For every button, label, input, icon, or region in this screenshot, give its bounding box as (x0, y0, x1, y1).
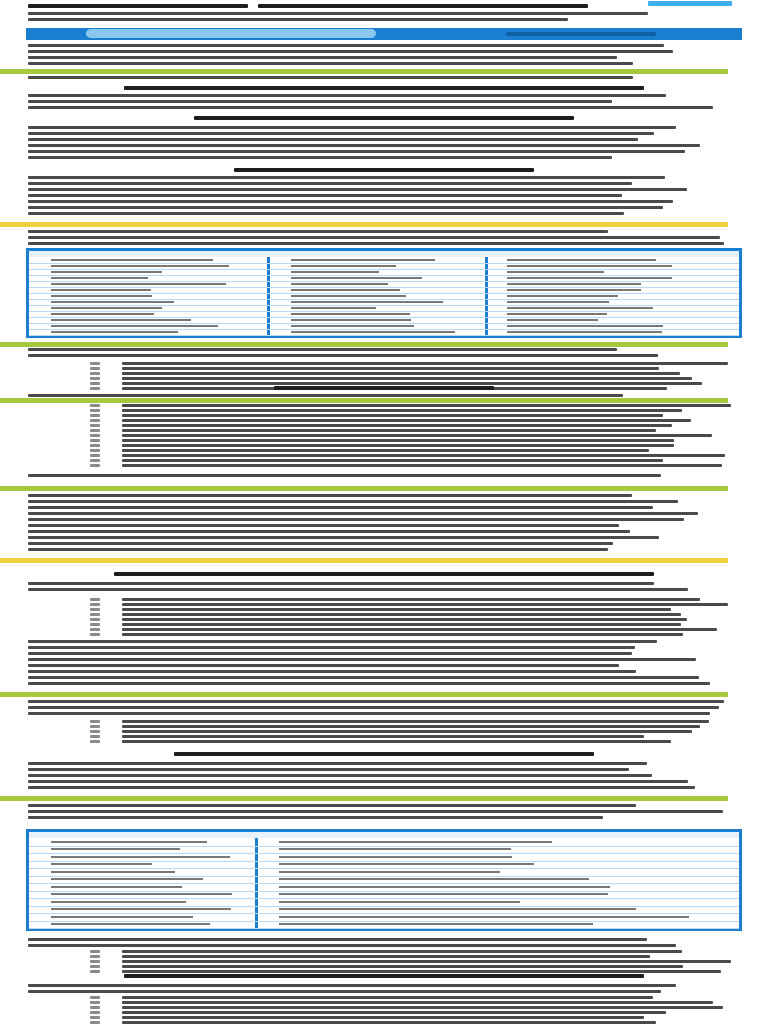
list-bullet (90, 1006, 100, 1009)
table-row (29, 913, 739, 914)
text-line (28, 518, 684, 521)
list-bullet (90, 996, 100, 999)
list-item-line (122, 434, 712, 437)
text-line (28, 652, 632, 655)
table-cell (51, 259, 213, 261)
list-item-line (122, 613, 681, 616)
list-bullet (90, 725, 100, 728)
table-cell (291, 277, 422, 279)
list-item-line (122, 725, 700, 728)
text-line (28, 762, 647, 765)
table-cell (279, 923, 593, 925)
text-line (28, 494, 632, 497)
list-bullet (90, 449, 100, 452)
table-cell (51, 271, 162, 273)
text-line (28, 138, 638, 141)
highlight-green (0, 398, 728, 403)
table-cell (51, 295, 152, 297)
list-item-line (122, 950, 682, 953)
table-cell (51, 277, 148, 279)
list-item-line (122, 419, 691, 422)
table-cell (507, 265, 672, 267)
text-line (28, 640, 657, 643)
text-line (28, 536, 659, 539)
list-bullet (90, 970, 100, 973)
list-item-line (122, 1011, 666, 1014)
list-bullet (90, 955, 100, 958)
list-bullet (90, 950, 100, 953)
table-cell (279, 878, 589, 880)
list-bullet (90, 454, 100, 457)
text-line (28, 512, 698, 515)
list-item-line (122, 409, 682, 412)
table-cell (507, 271, 604, 273)
table-row (29, 317, 739, 318)
text-line (28, 100, 612, 103)
text-line (28, 206, 663, 209)
text-line (28, 176, 665, 179)
section-1 (28, 88, 718, 94)
list-item-line (122, 618, 687, 621)
list-bullet (90, 414, 100, 417)
table-row (29, 275, 739, 276)
text-line (28, 230, 608, 233)
text-line (28, 816, 603, 819)
table-cell (291, 259, 435, 261)
table-row (29, 311, 739, 312)
text-line (28, 50, 673, 53)
list-item-line (122, 623, 681, 626)
section-6 (28, 940, 718, 946)
list-bullet (90, 603, 100, 606)
table-cell (291, 319, 411, 321)
table-cell (507, 283, 641, 285)
list-item-line (122, 740, 671, 743)
table-cell (291, 307, 376, 309)
text-line (28, 670, 636, 673)
table-row (29, 335, 739, 336)
text-line (28, 132, 654, 135)
section-2 (28, 168, 718, 174)
list-bullet (90, 730, 100, 733)
highlight-yellow (0, 558, 728, 563)
table-body (29, 257, 739, 335)
table-row (29, 846, 739, 847)
list-item-line (122, 1006, 723, 1009)
table-body (29, 838, 739, 928)
table-cell (507, 301, 609, 303)
table-cell (279, 856, 512, 858)
list-item-line (122, 603, 728, 606)
list-bullet (90, 429, 100, 432)
text-line (28, 500, 678, 503)
text-line (28, 804, 636, 807)
text-line (28, 780, 688, 783)
table-row (29, 263, 739, 264)
table-row (29, 876, 739, 877)
text-line (28, 126, 676, 129)
list-bullet (90, 444, 100, 447)
table-cell (51, 916, 193, 918)
table-cell (291, 331, 455, 333)
table-cell (51, 893, 232, 895)
table-row (29, 281, 739, 282)
list-bullet (90, 618, 100, 621)
table-cell (51, 289, 151, 291)
table-cell (507, 289, 641, 291)
list-bullet (90, 613, 100, 616)
text-line (28, 348, 617, 351)
table-cell (51, 313, 154, 315)
table-row (29, 305, 739, 306)
highlight-green (0, 486, 728, 491)
table-cell (51, 901, 186, 903)
section-3 (28, 388, 718, 394)
text-line (28, 712, 710, 715)
text-line (28, 676, 699, 679)
list-bullet (90, 960, 100, 963)
table-cell (279, 916, 689, 918)
table-cell (51, 331, 178, 333)
section-4 (28, 572, 718, 578)
text-line (28, 236, 720, 239)
table-row (29, 293, 739, 294)
text-line (28, 530, 630, 533)
list-bullet (90, 434, 100, 437)
table-row (29, 299, 739, 300)
text-line (28, 810, 723, 813)
list-item-line (122, 377, 692, 380)
list-bullet (90, 740, 100, 743)
list-bullet (90, 1011, 100, 1014)
table-cell (51, 307, 162, 309)
table-cell (51, 886, 182, 888)
text-line (28, 990, 661, 993)
text-line (28, 700, 724, 703)
list-bullet (90, 1016, 100, 1019)
list-bullet (90, 367, 100, 370)
text-line (28, 524, 619, 527)
list-item-line (122, 735, 644, 738)
text-line (28, 542, 613, 545)
table-cell (291, 301, 443, 303)
text-line (28, 548, 608, 551)
text-line (28, 658, 696, 661)
list-item-line (122, 404, 731, 407)
highlight-green (0, 342, 728, 347)
text-line (28, 44, 664, 47)
text-line (28, 56, 617, 59)
text-line (28, 768, 629, 771)
table-row (29, 891, 739, 892)
table-cell (51, 848, 180, 850)
table-cell (51, 878, 203, 880)
highlight-green (0, 796, 728, 801)
text-line (28, 106, 713, 109)
table-cell (291, 325, 414, 327)
list-item-line (122, 720, 709, 723)
list-bullet (90, 633, 100, 636)
list-item-line (122, 730, 692, 733)
table-cell (279, 841, 552, 843)
list-item-line (122, 439, 674, 442)
heading-line (194, 116, 574, 120)
list-item-line (122, 955, 650, 958)
text-line (28, 646, 635, 649)
table-cell (51, 856, 230, 858)
text-line (28, 150, 685, 153)
list-bullet (90, 424, 100, 427)
text-line (28, 76, 633, 79)
text-line (28, 506, 653, 509)
text-line (28, 474, 661, 477)
text-line (28, 188, 687, 191)
table-cell (279, 893, 608, 895)
table-row (29, 287, 739, 288)
table-cell (279, 908, 636, 910)
table-cell (507, 313, 607, 315)
table-row (29, 898, 739, 899)
table-cell (51, 923, 210, 925)
text-line (28, 200, 673, 203)
table-row (29, 323, 739, 324)
table-cell (279, 871, 500, 873)
list-bullet (90, 628, 100, 631)
list-bullet (90, 409, 100, 412)
text-line (28, 682, 710, 685)
text-line (28, 62, 633, 65)
table-cell (507, 319, 598, 321)
text-line (28, 706, 719, 709)
list-bullet (90, 419, 100, 422)
list-item-line (122, 372, 680, 375)
list-item-line (122, 608, 671, 611)
list-item-line (122, 382, 702, 385)
table-cell (507, 325, 663, 327)
text-line (28, 194, 622, 197)
table-row (29, 868, 739, 869)
text-line (28, 182, 632, 185)
list-bullet (90, 623, 100, 626)
table-row (29, 906, 739, 907)
list-item-line (122, 449, 649, 452)
list-item-line (122, 633, 683, 636)
text-line (28, 582, 654, 585)
table-row (29, 883, 739, 884)
list-bullet (90, 1001, 100, 1004)
list-bullet (90, 404, 100, 407)
table-cell (279, 901, 520, 903)
table-cell (291, 271, 379, 273)
highlight-yellow (0, 222, 728, 227)
list-item-line (122, 429, 656, 432)
table-cell (507, 307, 653, 309)
table-row (29, 861, 739, 862)
text-line (28, 984, 676, 987)
list-item-line (122, 1001, 713, 1004)
text-line (28, 786, 695, 789)
data-table-two (26, 829, 742, 931)
list-bullet (90, 965, 100, 968)
table-row (29, 928, 739, 929)
list-item-line (122, 1016, 644, 1019)
text-line (28, 394, 623, 397)
text-line (28, 94, 666, 97)
table-cell (279, 848, 511, 850)
table-cell (507, 277, 672, 279)
list-bullet (90, 464, 100, 467)
list-item-line (122, 459, 663, 462)
table-cell (51, 283, 226, 285)
list-item-line (122, 464, 722, 467)
list-bullet (90, 382, 100, 385)
list-bullet (90, 459, 100, 462)
text-line (28, 664, 619, 667)
text-line (28, 588, 688, 591)
list-item-line (122, 454, 725, 457)
table-cell (51, 841, 207, 843)
table-cell (291, 265, 396, 267)
text-line (28, 354, 658, 357)
table-cell (51, 265, 229, 267)
list-bullet (90, 362, 100, 365)
table-cell (51, 908, 231, 910)
heading-line (124, 974, 644, 978)
table-cell (279, 886, 610, 888)
list-item-line (122, 424, 672, 427)
text-line (28, 156, 612, 159)
table-cell (507, 331, 662, 333)
table-cell (507, 259, 656, 261)
list-bullet (90, 735, 100, 738)
list-bullet (90, 439, 100, 442)
list-item-line (122, 414, 663, 417)
table-cell (279, 863, 534, 865)
table-cell (51, 325, 218, 327)
table-row (29, 269, 739, 270)
table-cell (291, 313, 410, 315)
table-cell (291, 289, 400, 291)
highlight-green (0, 692, 728, 697)
list-item-line (122, 444, 674, 447)
list-item-line (122, 960, 731, 963)
list-item-line (122, 362, 728, 365)
data-table-one (26, 248, 742, 338)
table-cell (51, 863, 152, 865)
list-bullet (90, 598, 100, 601)
text-line (28, 774, 652, 777)
text-line (28, 212, 624, 215)
list-item-line (122, 628, 717, 631)
table-cell (291, 283, 388, 285)
list-bullet (90, 720, 100, 723)
list-bullet (90, 608, 100, 611)
list-bullet (90, 377, 100, 380)
highlight-green (0, 69, 728, 74)
section-5 (28, 752, 718, 758)
list-bullet (90, 372, 100, 375)
list-item-line (122, 367, 659, 370)
text-line (28, 144, 700, 147)
table-row (29, 921, 739, 922)
table-cell (507, 295, 618, 297)
list-item-line (122, 598, 700, 601)
list-item-line (122, 996, 653, 999)
table-cell (51, 301, 174, 303)
table-cell (51, 319, 191, 321)
list-item-line (122, 970, 721, 973)
list-item-line (122, 965, 683, 968)
table-row (29, 329, 739, 330)
table-row (29, 853, 739, 854)
table-cell (51, 871, 175, 873)
table-cell (291, 295, 406, 297)
text-line (28, 242, 724, 245)
